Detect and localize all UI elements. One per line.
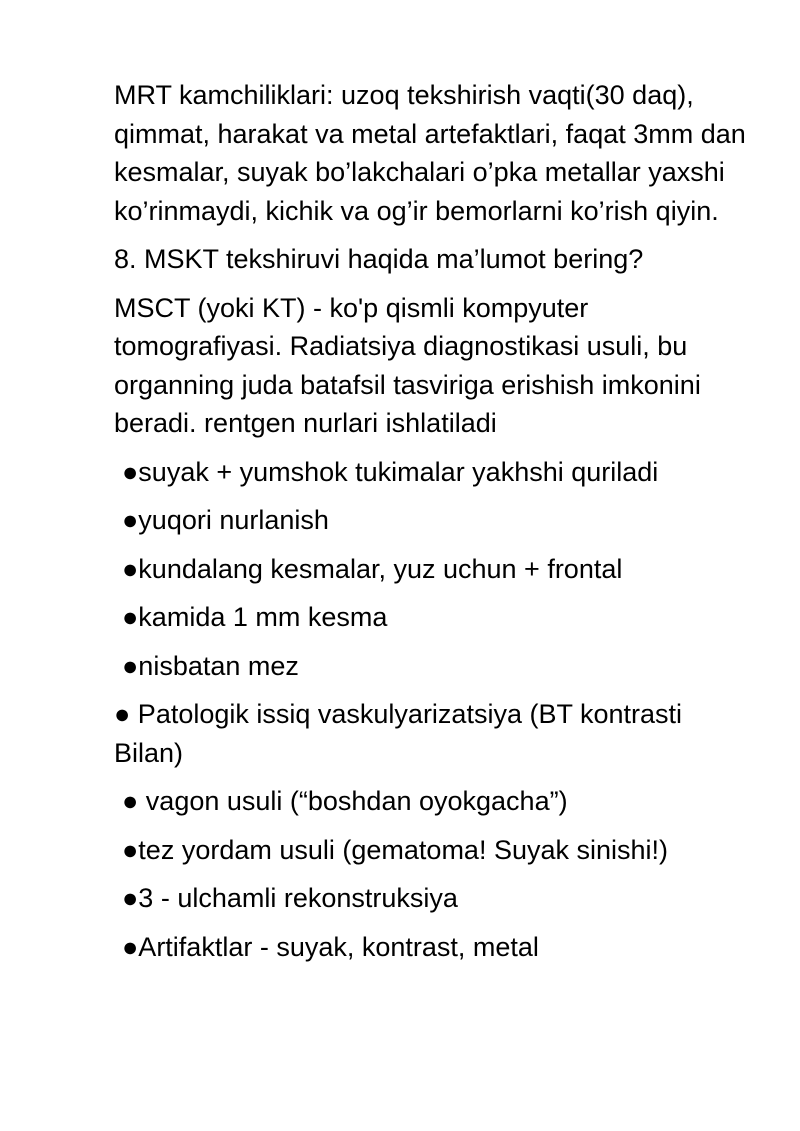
list-item: ●3 - ulchamli rekonstruksiya bbox=[122, 883, 458, 913]
question-heading: 8. MSKT tekshiruvi haqida ma’lumot bering? bbox=[114, 244, 644, 274]
list-item: ●tez yordam usuli (gematoma! Suyak sinishi!) bbox=[122, 834, 669, 865]
list-item: ● vagon usuli (“boshdan oyokgacha”) bbox=[122, 786, 568, 816]
list-item: ● Patologik issiq vaskulyarizatsiya (BT kontrasti Bilan) bbox=[114, 699, 683, 768]
list-item: ●yuqori nurlanish bbox=[122, 505, 329, 535]
document-page bbox=[114, 76, 754, 966]
list-item: ●kamida 1 mm kesma bbox=[122, 602, 388, 632]
mrt-drawbacks-paragraph: MRT kamchiliklari: uzoq tekshirish vaqti(30 daq), qimmat, harakat va metal artefaktlari, faqat 3mm dan kesmalar, suyak bo’lakchalari o’pka metallar yaxshi ko’rinmaydi, kichik va og’ir bemorlarni ko’rish qiyin. bbox=[114, 80, 746, 226]
msct-feature-list bbox=[114, 453, 754, 967]
list-item: ●suyak + yumshok tukimalar yakhshi quriladi bbox=[122, 456, 659, 487]
list-item: ●kundalang kesmalar, yuz uchun + frontal bbox=[122, 553, 623, 584]
list-item: ●nisbatan mez bbox=[122, 650, 299, 681]
list-item: ●Artifaktlar - suyak, kontrast, metal bbox=[122, 931, 539, 962]
msct-intro-paragraph: MSCT (yoki KT) - ko'p qismli kompyuter tomografiyasi. Radiatsiya diagnostikasi usuli, bu organning juda batafsil tasviriga erishish imkonini beradi. rentgen nurlari ishlatiladi bbox=[114, 292, 701, 438]
